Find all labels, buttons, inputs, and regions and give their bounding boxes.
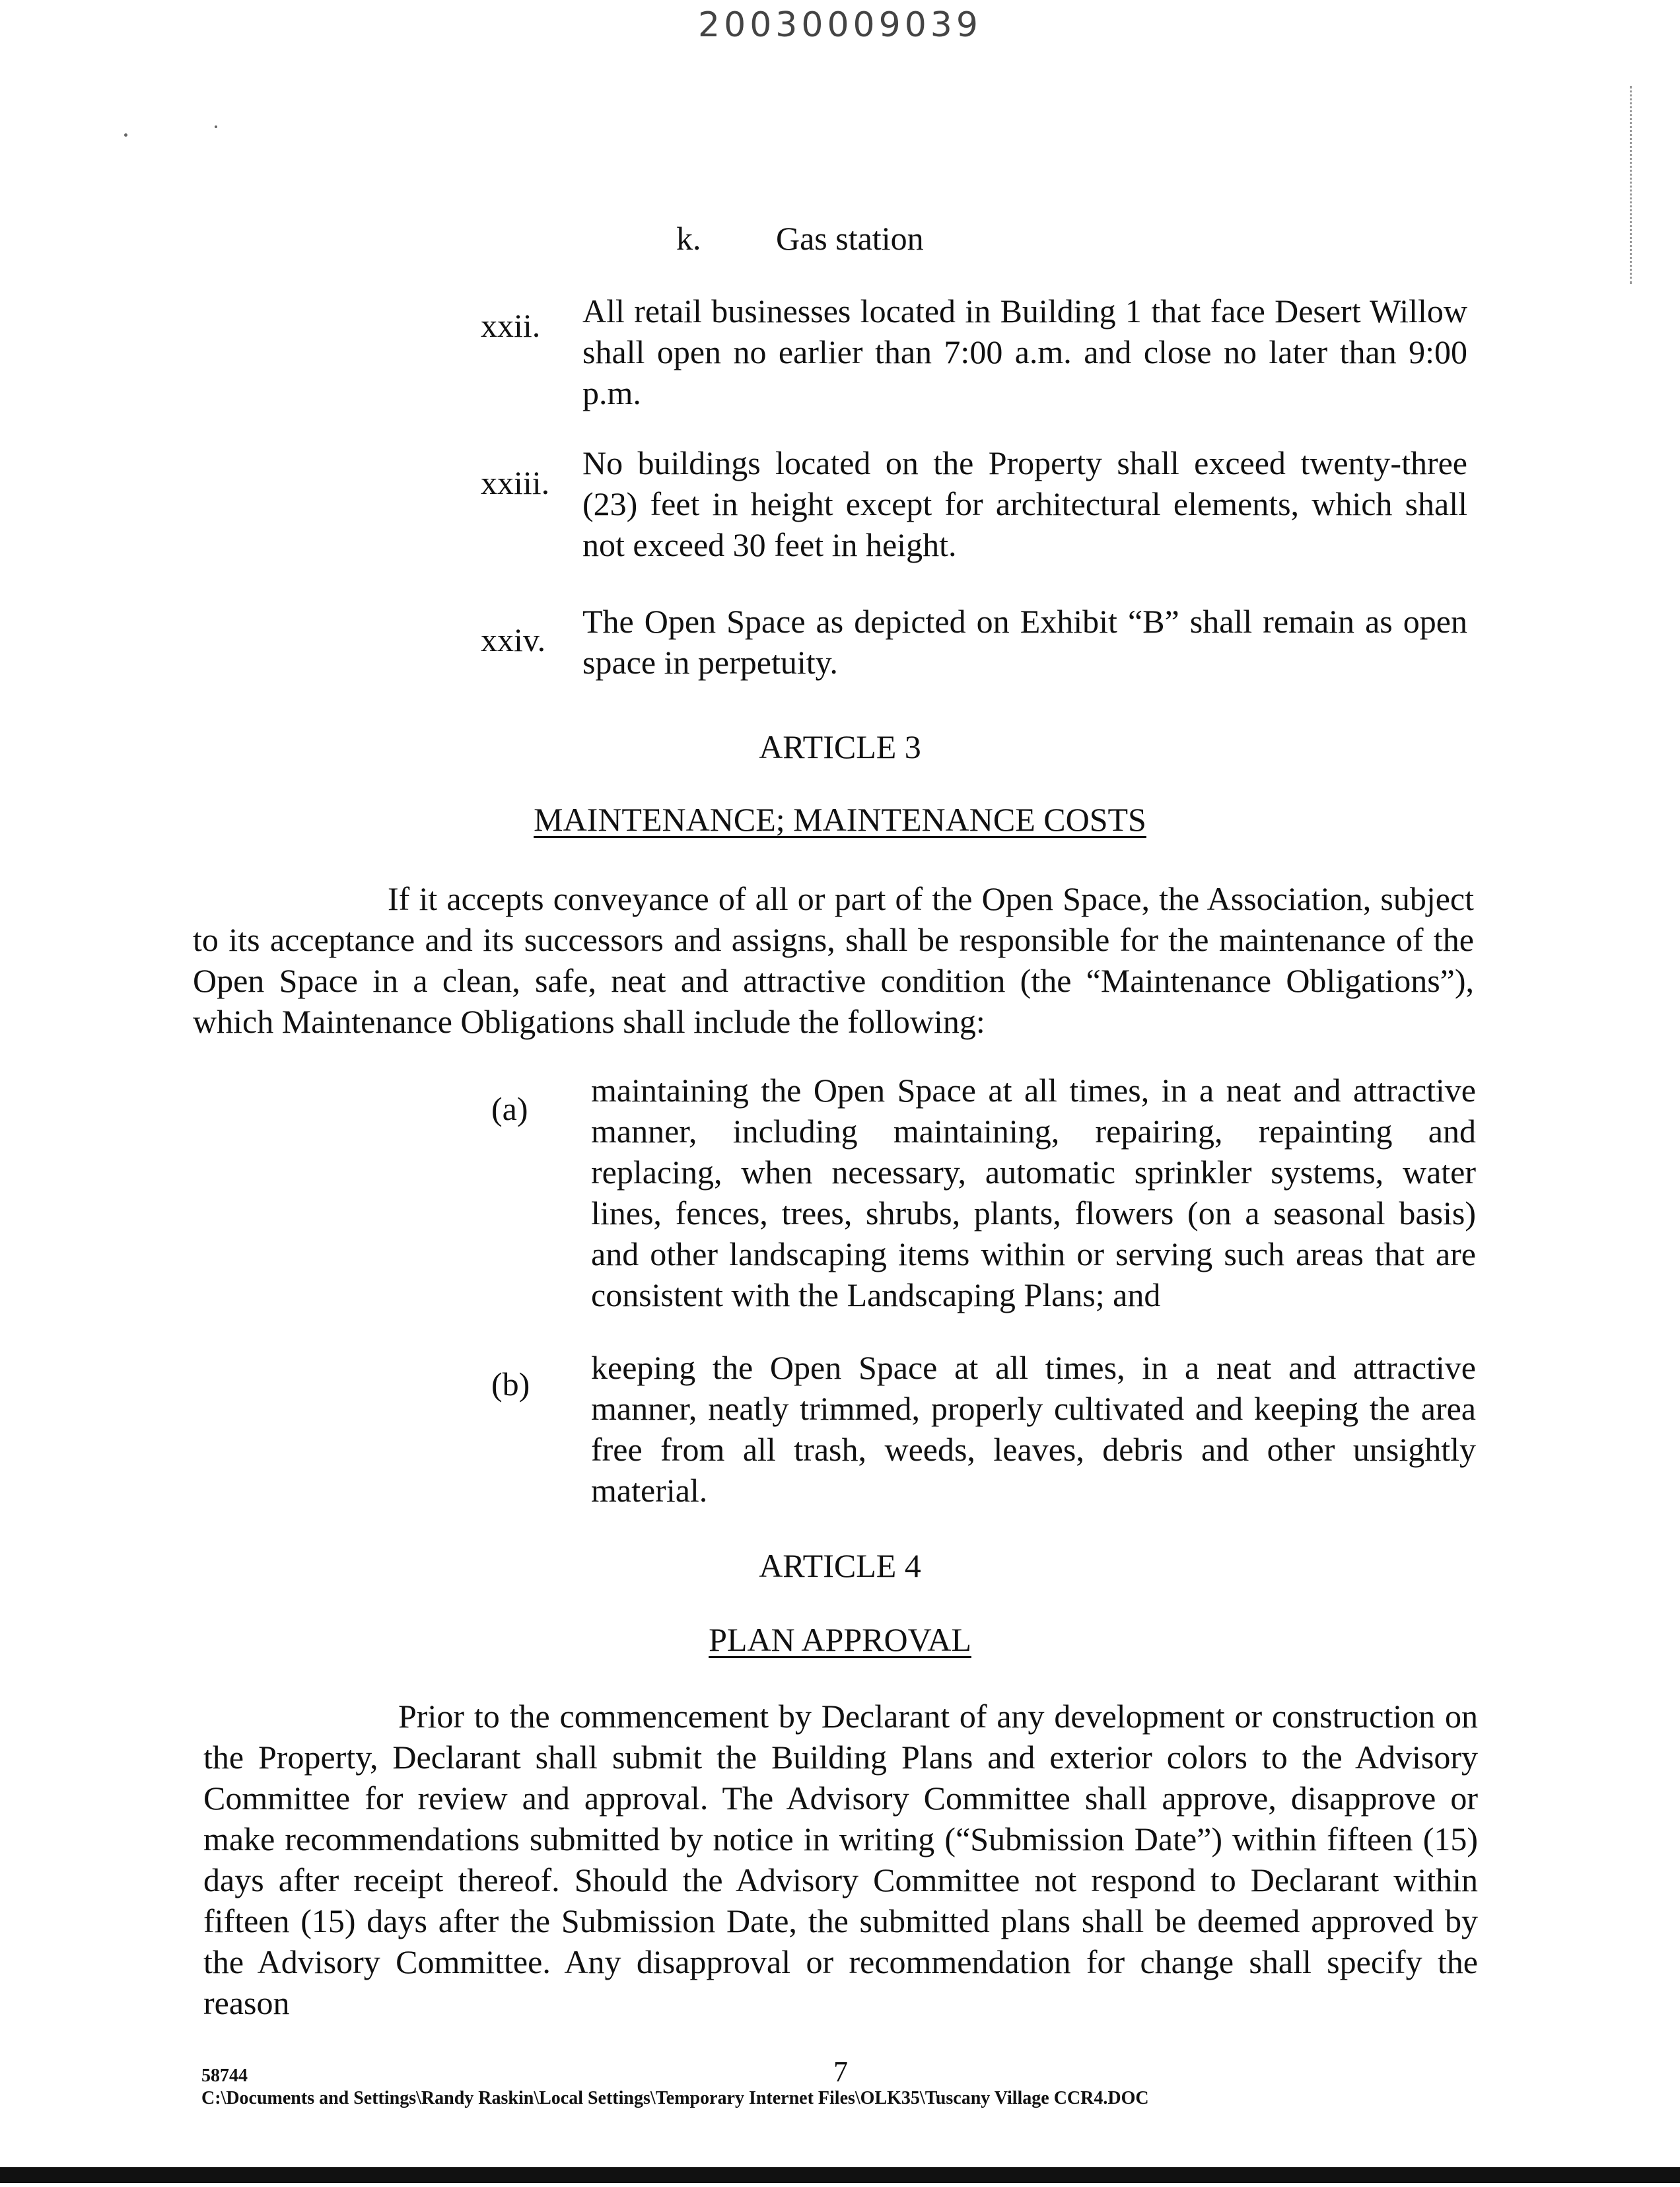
item-marker: k. [676,220,701,257]
subitem-text: maintaining the Open Space at all times, in a neat and attractive manner, including maintaining, repairing, repainting and replacing, when necessary, automatic sprinkler systems, water lines, fences, trees, shrubs, plants, flowers (on a seasonal basis) and other landscaping items within or serving such areas that are consistent with the Landscaping Plans; and [591,1072,1476,1313]
item-text: The Open Space as depicted on Exhibit “B” shall remain as open space in perpetuity. [582,603,1467,681]
footer-doc-id: 58744 [201,2066,248,2086]
article-3-heading: ARTICLE 3 [759,728,921,765]
article-3-title-text: MAINTENANCE; MAINTENANCE COSTS [534,801,1146,838]
item-marker: xxii. [481,307,541,344]
scan-speck [124,133,127,137]
item-marker: xxiii. [481,464,550,501]
article-4-heading: ARTICLE 4 [759,1547,921,1584]
document-number: 20030009039 [698,5,982,45]
article-4-title [0,1619,1680,1660]
scan-speck [215,125,217,128]
item-marker: xxiv. [481,621,546,658]
article-3-intro: If it accepts conveyance of all or part of the Open Space, the Association, subject to its acceptance and its successors and assigns, shall be responsible for the maintenance of the Open Space in a clean, safe, neat and attractive condition (the “Maintenance Obligations”), which Maintenance Obligations shall include the following: [193,880,1474,1040]
scan-edge-marks [1603,86,1632,284]
article-4-body: Prior to the commencement by Declarant of any development or construction on the Property, Declarant shall submit the Building Plans and exterior colors to the Advisory Committee for review and approval. The Advisory Committee shall approve, disapprove or make recommendations submitted by notice in writing (“Submission Date”) within fifteen (15) days after receipt thereof. Should the Advisory Committee not respond to Declarant within fifteen (15) days after the Submission Date, the submitted plans shall be deemed approved by the Advisory Committee. Any disapproval or recommendation for change shall specify the reason [203,1698,1478,2021]
article-4-title-text: PLAN APPROVAL [709,1621,971,1658]
scan-bottom-edge [0,2167,1680,2183]
item-text: No buildings located on the Property shall exceed twenty-three (23) feet in height except for architectural elements, which shall not exceed 30 feet in height. [582,444,1467,563]
subitem-text: keeping the Open Space at all times, in a neat and attractive manner, neatly trimmed, properly cultivated and keeping the area free from all trash, weeds, leaves, debris and other unsightly material. [591,1349,1476,1509]
item-text: All retail businesses located in Building 1 that face Desert Willow shall open no earlier than 7:00 a.m. and close no later than 9:00 p.m. [582,293,1467,411]
page-number: 7 [833,2056,848,2088]
subitem-marker: (b) [491,1366,530,1403]
footer-file-path: C:\Documents and Settings\Randy Raskin\Local Settings\Temporary Internet Files\OLK35\Tuscany Village CCR4.DOC [201,2088,1149,2108]
item-text: Gas station [776,220,924,257]
subitem-marker: (a) [491,1090,528,1127]
article-3-title [0,799,1680,840]
